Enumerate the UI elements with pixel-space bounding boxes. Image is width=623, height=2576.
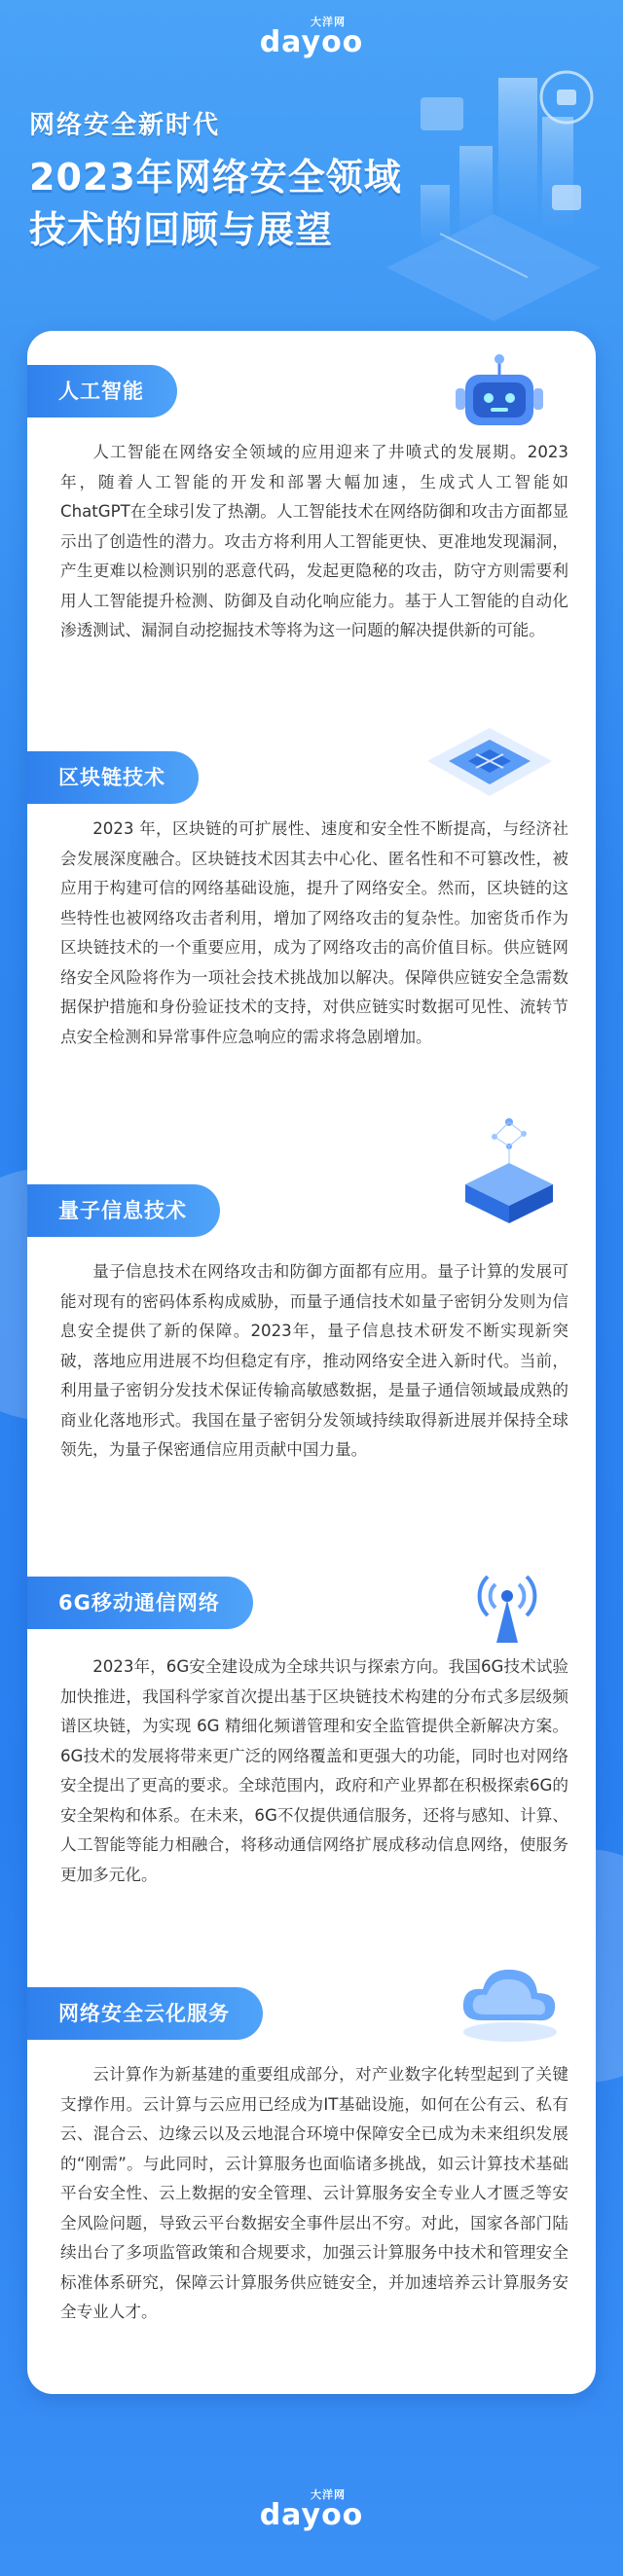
footer-brand-logo [260, 2486, 364, 2532]
section-body: 2023 年，区块链的可扩展性、速度和安全性不断提高，与经济社会发展深度融合。区块链技术因其去中心化、匿名性和不可篡改性，被应用于构建可信的网络基础设施，提升了网络安全。然而，区块链的这些特性也被网络攻击者利用，增加了网络攻击的复杂性。加密货币作为区块链技术的一个重要应用，成为了网络攻击的高价值目标。供应链网络安全风险将作为一项社会技术挑战加以解决。保障供应链安全急需数据保护措施和身份验证技术的支持，对供应链实时数据可见性、流转节点安全检测和异常事件应急响应的需求将急剧增加。 [60, 819, 568, 1046]
section-title: 区块链技术 [27, 751, 199, 804]
brand-logo [260, 14, 364, 59]
section-title: 人工智能 [27, 365, 177, 417]
section-body: 量子信息技术在网络攻击和防御方面都有应用。量子计算的发展可能对现有的密码体系构成威胁，而量子通信技术如量子密钥分发则为信息安全提供了新的保障。2023年，量子信息技术研发不断实现新突破，落地应用进展不均但稳定有序，推动网络安全进入新时代。当前，利用量子密钥分发技术保证传输高敏感数据，是量子通信领域最成熟的商业化落地形式。我国在量子密钥分发领域持续取得新进展并保持全球领先，为量子保密通信应用贡献中国力量。 [60, 1262, 568, 1459]
brand-en: dayoo [259, 2498, 364, 2532]
content-card [27, 331, 596, 2394]
page-title-line1: 2023年网络安全领域 [29, 156, 402, 199]
robot-icon [446, 349, 553, 433]
section-body: 人工智能在网络安全领域的应用迎来了井喷式的发展期。2023年，随着人工智能的开发和部署大幅加速，生成式人工智能如 ChatGPT在全球引发了热潮。人工智能技术在网络防御和攻击方面都显示出了创造性的潜力。攻击方将利用人工智能更快、更准地发现漏洞，产生更难以检测识别的恶意代码，发起更隐秘的攻击，防守方则需要利用人工智能提升检测、防御及自动化响应能力。基于人工智能的自动化渗透测试、漏洞自动挖掘技术等将为这一问题的解决提供新的可能。 [60, 443, 568, 639]
blockchain-chip-icon [421, 722, 558, 808]
signal-tower-icon [463, 1557, 551, 1645]
brand-en: dayoo [259, 25, 364, 59]
brand-cn: 大洋网 [310, 16, 346, 28]
page-subtitle: 网络安全新时代 [29, 111, 221, 140]
section-title: 量子信息技术 [27, 1184, 220, 1237]
brand-cn: 大洋网 [310, 2488, 346, 2501]
section-title: 网络安全云化服务 [27, 1987, 263, 2040]
page-title-line2: 技术的回顾与展望 [29, 208, 334, 251]
server-city-illustration [382, 39, 605, 321]
cloud-icon [452, 1952, 568, 2046]
headline [29, 105, 402, 256]
quantum-cube-icon [456, 1103, 563, 1229]
section-body: 2023年，6G安全建设成为全球共识与探索方向。我国6G技术试验加快推进，我国科学家首次提出基于区块链技术构建的分布式多层级频谱区块链，为实现 6G 精细化频谱管理和安全监管提供全新解决方案。6G技术的发展将带来更广泛的网络覆盖和更强大的功能，同时也对网络安全提出了更高的要求。全球范围内，政府和产业界都在积极探索6G的安全架构和体系。在未来，6G不仅提供通信服务，还将与感知、计算、人工智能等能力相融合，将移动通信网络扩展成移动信息网络，使服务更加多元化。 [60, 1657, 568, 1884]
section-body: 云计算作为新基建的重要组成部分，对产业数字化转型起到了关键支撑作用。云计算与云应用已经成为IT基础设施，如何在公有云、私有云、混合云、边缘云以及云地混合环境中保障安全已成为未来组织发展的“刚需”。与此同时，云计算服务也面临诸多挑战，如云计算技术基础平台安全性、云上数据的安全管理、云计算服务安全专业人才匮乏等安全风险问题，导致云平台数据安全事件层出不穷。对此，国家各部门陆续出台了多项监管政策和合规要求，加强云计算服务中技术和管理安全标准体系研究，保障云计算服务供应链安全，并加速培养云计算服务安全专业人才。 [60, 2065, 568, 2321]
section-title: 6G移动通信网络 [27, 1577, 253, 1629]
